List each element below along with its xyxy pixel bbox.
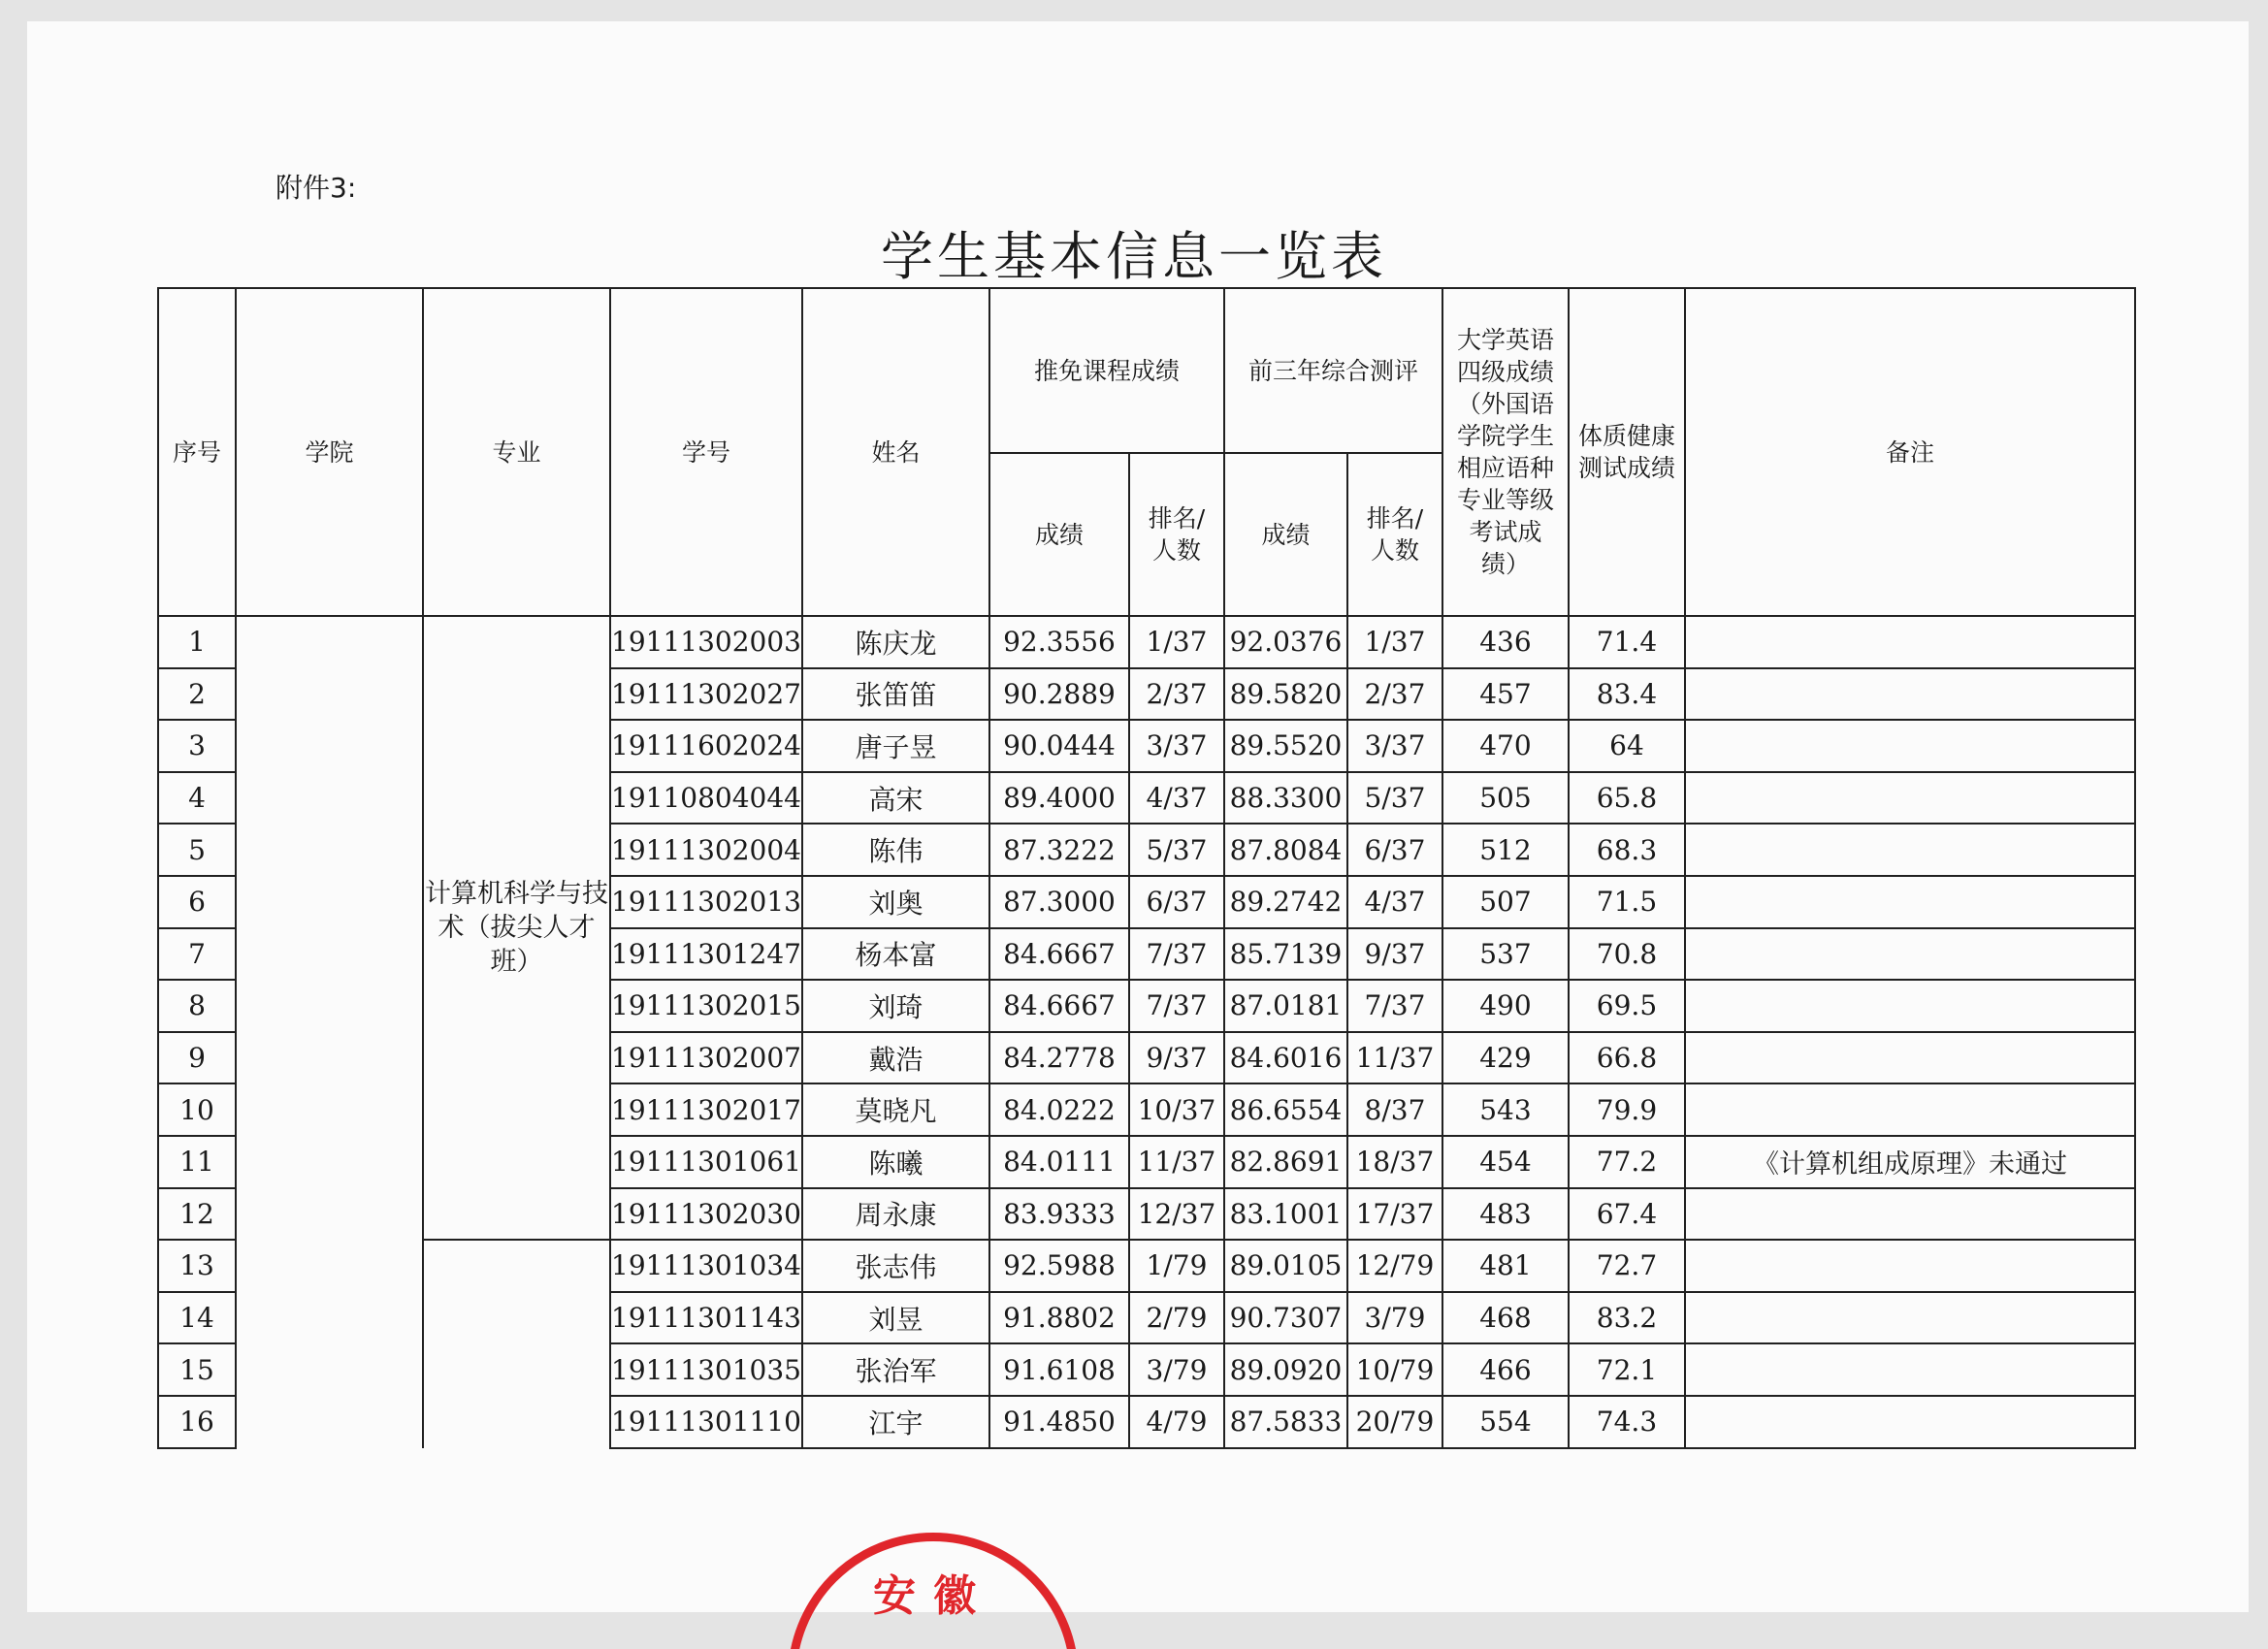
cell-fitness-score: 66.8 [1569, 1032, 1685, 1084]
cell-eval-score: 89.2742 [1224, 876, 1347, 928]
cell-note [1685, 1343, 2135, 1396]
cell-eval-score: 82.8691 [1224, 1136, 1347, 1188]
cell-eval-score: 85.7139 [1224, 928, 1347, 981]
cell-course-rank: 6/37 [1129, 876, 1224, 928]
cell-student-id: 19111302003 [610, 616, 802, 668]
cell-cet4-score: 481 [1442, 1240, 1569, 1292]
cell-eval-rank: 5/37 [1347, 772, 1442, 824]
cell-fitness-score: 79.9 [1569, 1083, 1685, 1136]
cell-course-score: 91.8802 [989, 1292, 1129, 1344]
cell-course-rank: 12/37 [1129, 1188, 1224, 1241]
header-major: 专业 [423, 288, 610, 616]
cell-eval-rank: 7/37 [1347, 980, 1442, 1032]
cell-eval-rank: 2/37 [1347, 668, 1442, 721]
page-title: 学生基本信息一览表 [881, 226, 1387, 287]
cell-eval-score: 87.8084 [1224, 824, 1347, 876]
cell-course-rank: 4/37 [1129, 772, 1224, 824]
table-row [158, 1240, 2135, 1292]
header-name: 姓名 [802, 288, 989, 616]
cell-eval-rank: 10/79 [1347, 1343, 1442, 1396]
cell-seq: 10 [158, 1083, 236, 1136]
cell-fitness-score: 71.5 [1569, 876, 1685, 928]
cell-student-id: 19111302007 [610, 1032, 802, 1084]
cell-note [1685, 1188, 2135, 1241]
cell-course-score: 83.9333 [989, 1188, 1129, 1241]
cell-student-id: 19111602024 [610, 720, 802, 772]
header-course-rank: 排名/人数 [1129, 453, 1224, 616]
cell-seq: 16 [158, 1396, 236, 1448]
cell-seq: 2 [158, 668, 236, 721]
cell-student-id: 19111302013 [610, 876, 802, 928]
cell-cet4-score: 483 [1442, 1188, 1569, 1241]
cell-note [1685, 720, 2135, 772]
cell-note [1685, 668, 2135, 721]
cell-note [1685, 1396, 2135, 1448]
cell-name: 戴浩 [802, 1032, 989, 1084]
cell-name: 江宇 [802, 1396, 989, 1448]
cell-fitness-score: 74.3 [1569, 1396, 1685, 1448]
cell-cet4-score: 543 [1442, 1083, 1569, 1136]
cell-student-id: 19111301110 [610, 1396, 802, 1448]
header-eval-group: 前三年综合测评 [1224, 288, 1442, 453]
cell-eval-rank: 4/37 [1347, 876, 1442, 928]
cell-name: 刘琦 [802, 980, 989, 1032]
cell-student-id: 19111301061 [610, 1136, 802, 1188]
cell-eval-score: 87.0181 [1224, 980, 1347, 1032]
cell-note [1685, 824, 2135, 876]
cell-name: 刘奥 [802, 876, 989, 928]
cell-eval-score: 89.0920 [1224, 1343, 1347, 1396]
cell-course-rank: 3/37 [1129, 720, 1224, 772]
cell-cet4-score: 466 [1442, 1343, 1569, 1396]
cell-course-score: 92.5988 [989, 1240, 1129, 1292]
cell-college [236, 616, 423, 1448]
cell-seq: 11 [158, 1136, 236, 1188]
cell-fitness-score: 64 [1569, 720, 1685, 772]
cell-eval-rank: 6/37 [1347, 824, 1442, 876]
cell-seq: 15 [158, 1343, 236, 1396]
cell-course-rank: 3/79 [1129, 1343, 1224, 1396]
cell-fitness-score: 70.8 [1569, 928, 1685, 981]
cell-eval-rank: 8/37 [1347, 1083, 1442, 1136]
cell-seq: 6 [158, 876, 236, 928]
cell-name: 陈曦 [802, 1136, 989, 1188]
cell-cet4-score: 429 [1442, 1032, 1569, 1084]
cell-course-rank: 7/37 [1129, 980, 1224, 1032]
cell-seq: 5 [158, 824, 236, 876]
cell-course-rank: 2/79 [1129, 1292, 1224, 1344]
header-course-group: 推免课程成绩 [989, 288, 1224, 453]
cell-fitness-score: 67.4 [1569, 1188, 1685, 1241]
cell-fitness-score: 72.7 [1569, 1240, 1685, 1292]
cell-note [1685, 876, 2135, 928]
cell-course-rank: 7/37 [1129, 928, 1224, 981]
cell-seq: 13 [158, 1240, 236, 1292]
cell-student-id: 19111302004 [610, 824, 802, 876]
cell-cet4-score: 454 [1442, 1136, 1569, 1188]
cell-seq: 4 [158, 772, 236, 824]
cell-course-rank: 2/37 [1129, 668, 1224, 721]
cell-course-rank: 4/79 [1129, 1396, 1224, 1448]
header-fitness: 体质健康测试成绩 [1569, 288, 1685, 616]
cell-course-rank: 10/37 [1129, 1083, 1224, 1136]
cell-fitness-score: 83.2 [1569, 1292, 1685, 1344]
cell-note [1685, 1292, 2135, 1344]
table-row [158, 616, 2135, 668]
cell-course-score: 90.2889 [989, 668, 1129, 721]
cell-fitness-score: 77.2 [1569, 1136, 1685, 1188]
cell-name: 莫晓凡 [802, 1083, 989, 1136]
cell-seq: 14 [158, 1292, 236, 1344]
cell-seq: 12 [158, 1188, 236, 1241]
cell-course-score: 84.6667 [989, 980, 1129, 1032]
cell-seq: 1 [158, 616, 236, 668]
cell-fitness-score: 72.1 [1569, 1343, 1685, 1396]
cell-course-score: 84.2778 [989, 1032, 1129, 1084]
cell-fitness-score: 83.4 [1569, 668, 1685, 721]
cell-course-score: 90.0444 [989, 720, 1129, 772]
cell-cet4-score: 470 [1442, 720, 1569, 772]
cell-student-id: 19111301143 [610, 1292, 802, 1344]
cell-eval-score: 87.5833 [1224, 1396, 1347, 1448]
cell-student-id: 19111302030 [610, 1188, 802, 1241]
cell-name: 张志伟 [802, 1240, 989, 1292]
cell-major-group-1: 计算机科学与技术（拔尖人才班） [423, 616, 610, 1240]
cell-course-score: 87.3222 [989, 824, 1129, 876]
cell-course-score: 87.3000 [989, 876, 1129, 928]
seal-text: 安徽 [873, 1571, 993, 1621]
cell-fitness-score: 69.5 [1569, 980, 1685, 1032]
cell-cet4-score: 490 [1442, 980, 1569, 1032]
cell-eval-score: 89.5520 [1224, 720, 1347, 772]
cell-eval-score: 88.3300 [1224, 772, 1347, 824]
cell-seq: 8 [158, 980, 236, 1032]
cell-cet4-score: 505 [1442, 772, 1569, 824]
cell-name: 刘昱 [802, 1292, 989, 1344]
cell-student-id: 19110804044 [610, 772, 802, 824]
cell-eval-rank: 18/37 [1347, 1136, 1442, 1188]
cell-name: 陈伟 [802, 824, 989, 876]
cell-eval-rank: 11/37 [1347, 1032, 1442, 1084]
cell-eval-rank: 17/37 [1347, 1188, 1442, 1241]
cell-student-id: 19111301035 [610, 1343, 802, 1396]
header-seq: 序号 [158, 288, 236, 616]
cell-course-score: 91.4850 [989, 1396, 1129, 1448]
cell-course-score: 92.3556 [989, 616, 1129, 668]
header-student-id: 学号 [610, 288, 802, 616]
cell-eval-rank: 9/37 [1347, 928, 1442, 981]
cell-note [1685, 1083, 2135, 1136]
cell-note [1685, 772, 2135, 824]
cell-note [1685, 928, 2135, 981]
cell-course-rank: 11/37 [1129, 1136, 1224, 1188]
cell-name: 杨本富 [802, 928, 989, 981]
cell-name: 陈庆龙 [802, 616, 989, 668]
cell-cet4-score: 457 [1442, 668, 1569, 721]
cell-eval-score: 92.0376 [1224, 616, 1347, 668]
header-course-score: 成绩 [989, 453, 1129, 616]
cell-course-rank: 1/37 [1129, 616, 1224, 668]
cell-course-score: 84.0222 [989, 1083, 1129, 1136]
cell-student-id: 19111302017 [610, 1083, 802, 1136]
cell-cet4-score: 468 [1442, 1292, 1569, 1344]
cell-name: 唐子昱 [802, 720, 989, 772]
cell-name: 张笛笛 [802, 668, 989, 721]
cell-cet4-score: 537 [1442, 928, 1569, 981]
cell-seq: 7 [158, 928, 236, 981]
cell-note: 《计算机组成原理》未通过 [1685, 1136, 2135, 1188]
cell-course-rank: 1/79 [1129, 1240, 1224, 1292]
table-body [158, 616, 2135, 1448]
cell-eval-score: 86.6554 [1224, 1083, 1347, 1136]
cell-cet4-score: 554 [1442, 1396, 1569, 1448]
cell-seq: 9 [158, 1032, 236, 1084]
header-eval-rank: 排名/人数 [1347, 453, 1442, 616]
cell-eval-score: 90.7307 [1224, 1292, 1347, 1344]
cell-cet4-score: 512 [1442, 824, 1569, 876]
cell-eval-rank: 3/79 [1347, 1292, 1442, 1344]
cell-cet4-score: 507 [1442, 876, 1569, 928]
cell-course-score: 84.6667 [989, 928, 1129, 981]
header-cet4: 大学英语四级成绩（外国语学院学生相应语种专业等级考试成绩） [1442, 288, 1569, 616]
cell-eval-rank: 12/79 [1347, 1240, 1442, 1292]
cell-student-id: 19111302015 [610, 980, 802, 1032]
cell-eval-rank: 1/37 [1347, 616, 1442, 668]
cell-major-group-2 [423, 1240, 610, 1447]
cell-seq: 3 [158, 720, 236, 772]
cell-course-score: 91.6108 [989, 1343, 1129, 1396]
cell-note [1685, 1240, 2135, 1292]
student-info-table [157, 287, 2136, 1449]
cell-course-rank: 9/37 [1129, 1032, 1224, 1084]
header-college: 学院 [236, 288, 423, 616]
cell-name: 高宋 [802, 772, 989, 824]
cell-student-id: 19111301034 [610, 1240, 802, 1292]
cell-eval-score: 83.1001 [1224, 1188, 1347, 1241]
cell-cet4-score: 436 [1442, 616, 1569, 668]
cell-eval-score: 89.0105 [1224, 1240, 1347, 1292]
cell-eval-rank: 3/37 [1347, 720, 1442, 772]
cell-note [1685, 980, 2135, 1032]
attachment-label: 附件3: [275, 172, 357, 204]
cell-eval-score: 89.5820 [1224, 668, 1347, 721]
cell-name: 张治军 [802, 1343, 989, 1396]
header-eval-score: 成绩 [1224, 453, 1347, 616]
cell-note [1685, 1032, 2135, 1084]
cell-note [1685, 616, 2135, 668]
header-note: 备注 [1685, 288, 2135, 616]
cell-fitness-score: 65.8 [1569, 772, 1685, 824]
cell-eval-score: 84.6016 [1224, 1032, 1347, 1084]
cell-eval-rank: 20/79 [1347, 1396, 1442, 1448]
cell-student-id: 19111301247 [610, 928, 802, 981]
cell-course-rank: 5/37 [1129, 824, 1224, 876]
cell-student-id: 19111302027 [610, 668, 802, 721]
cell-name: 周永康 [802, 1188, 989, 1241]
cell-course-score: 89.4000 [989, 772, 1129, 824]
cell-course-score: 84.0111 [989, 1136, 1129, 1188]
cell-fitness-score: 71.4 [1569, 616, 1685, 668]
cell-fitness-score: 68.3 [1569, 824, 1685, 876]
